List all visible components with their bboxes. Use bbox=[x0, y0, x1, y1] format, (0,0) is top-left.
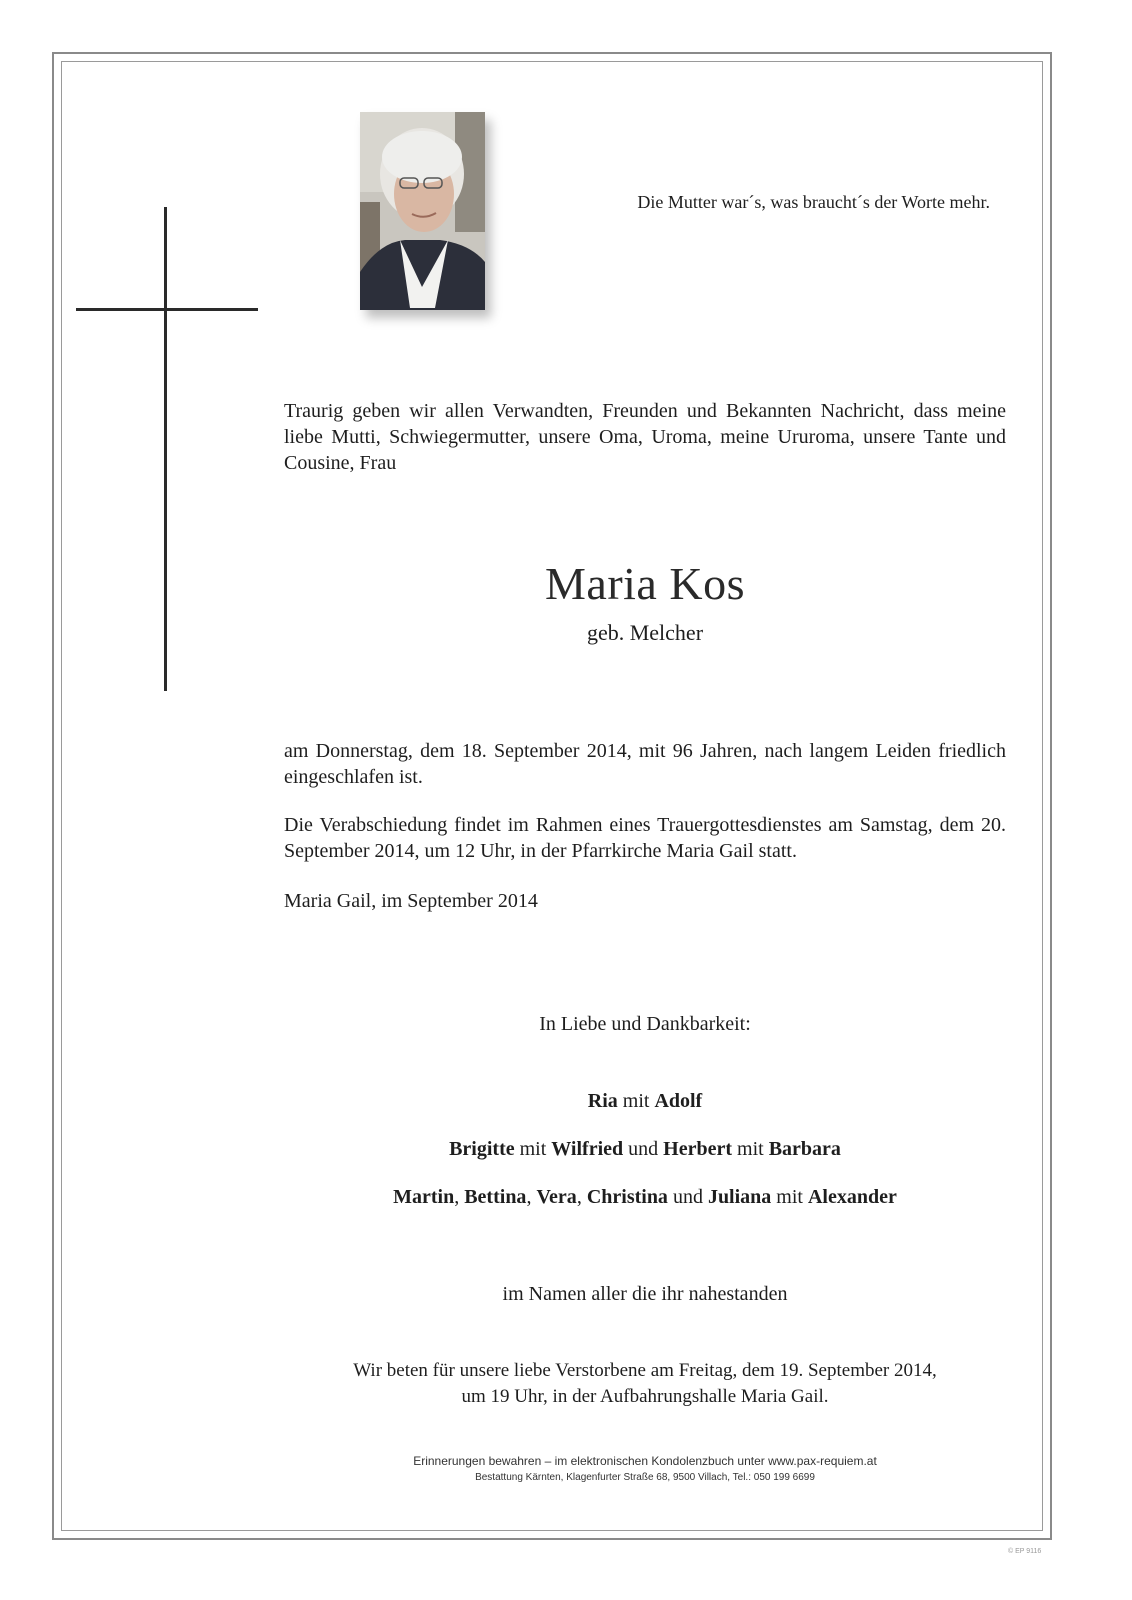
family-connector: , bbox=[526, 1186, 537, 1208]
cross-icon-vertical bbox=[164, 207, 167, 691]
family-name: Wilfried bbox=[551, 1138, 624, 1160]
family-name: Brigitte bbox=[449, 1138, 515, 1160]
family-line bbox=[284, 1138, 1006, 1161]
family-line bbox=[284, 1090, 1006, 1113]
family-name: Barbara bbox=[768, 1138, 841, 1160]
family-connector: mit bbox=[514, 1138, 552, 1160]
intro-paragraph: Traurig geben wir allen Verwandten, Freunden und Bekannten Nachricht, dass meine liebe Mutti, Schwiegermutter, unsere Oma, Uroma, meine Ururoma, unsere Tante und Cousine, Frau bbox=[284, 400, 1006, 474]
family-connector: mit bbox=[617, 1090, 655, 1112]
closing-line: im Namen aller die ihr nahestanden bbox=[502, 1283, 788, 1305]
family-connector: mit bbox=[732, 1138, 769, 1160]
family-connector: und bbox=[667, 1186, 708, 1208]
prayer-notice bbox=[284, 1358, 1006, 1410]
family-name: Herbert bbox=[663, 1138, 733, 1160]
prayer-line-2: um 19 Uhr, in der Aufbahrungshalle Maria Gail. bbox=[461, 1386, 829, 1407]
deceased-name: Maria Kos bbox=[545, 558, 745, 609]
cross-icon-horizontal bbox=[76, 308, 258, 311]
inner-border bbox=[61, 61, 1043, 1531]
family-line bbox=[284, 1186, 1006, 1209]
maiden-name: geb. Melcher bbox=[586, 620, 704, 645]
motto-quote: Die Mutter war´s, was braucht´s der Worte mehr. bbox=[637, 192, 990, 212]
family-name: Ria bbox=[587, 1090, 618, 1112]
family-connector: mit bbox=[771, 1186, 808, 1208]
family-name: Vera bbox=[536, 1186, 577, 1208]
footer-condolence: Erinnerungen bewahren – im elektronischen Kondolenzbuch unter www.pax-requiem.at bbox=[413, 1454, 877, 1468]
family-name: Juliana bbox=[707, 1186, 772, 1208]
place-date: Maria Gail, im September 2014 bbox=[284, 890, 538, 912]
print-code: © EP 9116 bbox=[1008, 1548, 1042, 1555]
family-connector: , bbox=[576, 1186, 587, 1208]
thanks-heading: In Liebe und Dankbarkeit: bbox=[539, 1013, 751, 1035]
family-name: Alexander bbox=[807, 1186, 897, 1208]
death-notice: am Donnerstag, dem 18. September 2014, mit 96 Jahren, nach langem Leiden friedlich eingeschlafen ist. bbox=[284, 740, 1006, 788]
family-connector: und bbox=[623, 1138, 664, 1160]
family-connector: , bbox=[454, 1186, 465, 1208]
family-name: Bettina bbox=[464, 1186, 527, 1208]
farewell-notice: Die Verabschiedung findet im Rahmen eines Trauergottesdienstes am Samstag, dem 20. September 2014, um 12 Uhr, in der Pfarrkirche Maria Gail statt. bbox=[284, 814, 1006, 862]
footer-address: Bestattung Kärnten, Klagenfurter Straße 68, 9500 Villach, Tel.: 050 199 6699 bbox=[475, 1472, 815, 1483]
prayer-line-1: Wir beten für unsere liebe Verstorbene am Freitag, dem 19. September 2014, bbox=[353, 1360, 937, 1381]
family-name: Adolf bbox=[654, 1090, 703, 1112]
family-name: Martin bbox=[393, 1186, 455, 1208]
family-name: Christina bbox=[586, 1186, 668, 1208]
portrait-photo bbox=[360, 112, 485, 310]
